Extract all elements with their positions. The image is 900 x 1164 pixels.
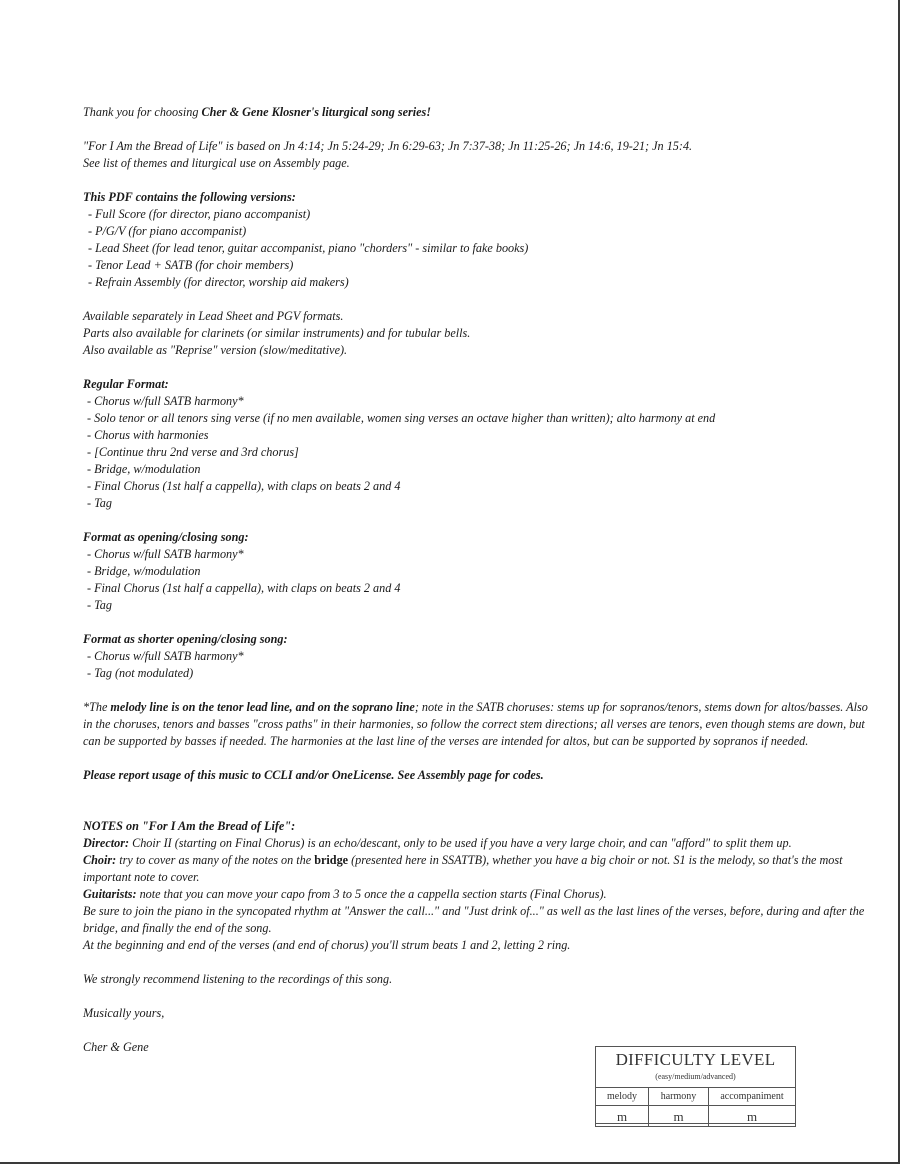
list-item: - Final Chorus (1st half a cappella), with claps on beats 2 and 4 [87, 479, 401, 493]
list-item: - Tag [87, 496, 112, 510]
notes-heading: NOTES on "For I Am the Bread of Life": [83, 819, 296, 833]
list-item: - Solo tenor or all tenors sing verse (if no men available, women sing verses an octave higher than written); alto harmony at end [87, 411, 716, 425]
availability-paragraph [83, 308, 873, 359]
difficulty-value-harmony: m [649, 1106, 709, 1127]
difficulty-scale: (easy/medium/advanced) [655, 1072, 736, 1081]
list-item: - Chorus w/full SATB harmony* [87, 394, 244, 408]
basis-line: "For I Am the Bread of Life" is based on Jn 4:14; Jn 5:24-29; Jn 6:29-63; Jn 7:37-38; Jn 11:25-26; Jn 14:6, 19-21; Jn 15:4. [83, 139, 693, 153]
list-item: - P/G/V (for piano accompanist) [88, 224, 247, 238]
shorter-format-section [83, 631, 873, 682]
list-item: - Chorus w/full SATB harmony* [87, 649, 244, 663]
basis-paragraph [83, 138, 873, 172]
list-item: - Tenor Lead + SATB (for choir members) [88, 258, 294, 272]
list-item: - Chorus w/full SATB harmony* [87, 547, 244, 561]
opening-format-list [83, 546, 873, 614]
difficulty-value-melody: m [596, 1106, 649, 1127]
list-item: - Full Score (for director, piano accompanist) [88, 207, 311, 221]
recommend-line: We strongly recommend listening to the recordings of this song. [83, 972, 393, 986]
difficulty-header-accompaniment: accompaniment [709, 1088, 796, 1106]
list-item: - Bridge, w/modulation [87, 564, 201, 578]
melody-note-paragraph: *The melody line is on the tenor lead line, and on the soprano line; note in the SATB choruses: stems up for sopranos/tenors, stems down for altos/basses. Also in the choruses, tenors and basses "cross paths" in their harmonies, so follow the correct stem directions; all verses are tenors, even though stems are down, but can be supported by basses if needed. The harmonies at the last line of the verses are intended for altos, but can be supported by sopranos if needed. [83, 700, 868, 748]
shorter-format-list [83, 648, 873, 682]
basis-line: See list of themes and liturgical use on Assembly page. [83, 156, 350, 170]
strum-note: At the beginning and end of the verses (and end of chorus) you'll strum beats 1 and 2, letting 2 ring. [83, 938, 571, 952]
versions-heading: This PDF contains the following versions: [83, 190, 296, 204]
list-item: - Chorus with harmonies [87, 428, 209, 442]
list-item: - Tag [87, 598, 112, 612]
regular-format-list [83, 393, 873, 512]
availability-line: Also available as "Reprise" version (slow/meditative). [83, 343, 348, 357]
guitarist-note: Guitarists: note that you can move your capo from 3 to 5 once the a cappella section starts (Final Chorus). [83, 887, 607, 901]
intro-line: Thank you for choosing Cher & Gene Klosner's liturgical song series! [83, 105, 432, 119]
versions-list [83, 206, 873, 291]
regular-format-heading: Regular Format: [83, 377, 169, 391]
guitarists-label: Guitarists: [83, 887, 137, 901]
regular-format-section [83, 376, 873, 512]
signature: Cher & Gene [83, 1040, 149, 1054]
report-usage-line: Please report usage of this music to CCLI and/or OneLicense. See Assembly page for codes. [83, 768, 544, 782]
piano-note: Be sure to join the piano in the syncopated rhythm at "Answer the call..." and "Just drink of..." as well as the last lines of the verses, before, during and after the bridge, and finally the end of the song. [83, 904, 865, 935]
melody-note-emphasis: melody line is on the tenor lead line, and on the soprano line [110, 700, 415, 714]
series-name: Cher & Gene Klosner's liturgical song series! [201, 105, 432, 119]
list-item: - Bridge, w/modulation [87, 462, 201, 476]
closing-line: Musically yours, [83, 1006, 165, 1020]
director-note: Director: Choir II (starting on Final Chorus) is an echo/descant, only to be used if you have a very large choir, and can "afford" to split them up. [83, 836, 792, 850]
list-item: - [Continue thru 2nd verse and 3rd chorus] [87, 445, 299, 459]
document-page [83, 104, 873, 1056]
list-item: - Refrain Assembly (for director, worship aid makers) [88, 275, 349, 289]
difficulty-level-box [595, 1046, 796, 1124]
notes-section [83, 818, 873, 954]
difficulty-title: DIFFICULTY LEVEL [615, 1050, 776, 1069]
opening-format-section [83, 529, 873, 614]
list-item: - Lead Sheet (for lead tenor, guitar accompanist, piano "chorders" - similar to fake books) [88, 241, 529, 255]
list-item: - Tag (not modulated) [87, 666, 194, 680]
director-label: Director: [83, 836, 130, 850]
difficulty-header-harmony: harmony [649, 1088, 709, 1106]
shorter-format-heading: Format as shorter opening/closing song: [83, 632, 288, 646]
difficulty-table [595, 1087, 796, 1127]
versions-section [83, 189, 873, 291]
choir-label: Choir: [83, 853, 117, 867]
availability-line: Available separately in Lead Sheet and PGV formats. [83, 309, 344, 323]
difficulty-value-accompaniment: m [709, 1106, 796, 1127]
list-item: - Final Chorus (1st half a cappella), with claps on beats 2 and 4 [87, 581, 401, 595]
difficulty-header-melody: melody [596, 1088, 649, 1106]
opening-format-heading: Format as opening/closing song: [83, 530, 249, 544]
availability-line: Parts also available for clarinets (or similar instruments) and for tubular bells. [83, 326, 471, 340]
choir-note: Choir: try to cover as many of the notes on the bridge (presented here in SSATTB), whether you have a big choir or not. S1 is the melody, so that's the most important note to cover. [83, 853, 843, 884]
